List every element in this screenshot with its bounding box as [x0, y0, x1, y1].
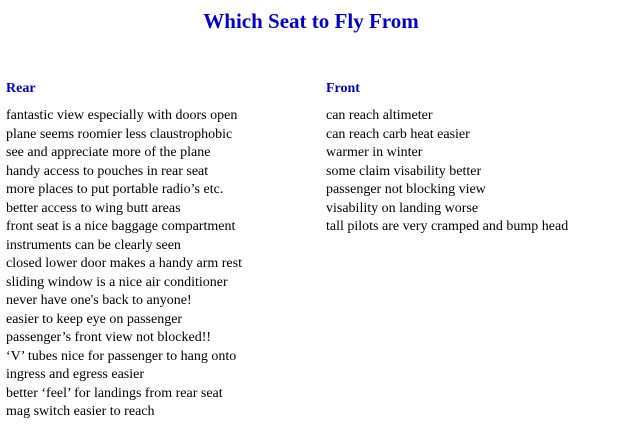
page-title: Which Seat to Fly From — [203, 9, 419, 33]
list-item: see and appreciate more of the plane — [6, 145, 211, 160]
list-item: never have one's back to anyone! — [6, 293, 192, 308]
list-item: plane seems roomier less claustrophobic — [6, 126, 233, 142]
list-item: ‘V’ tubes nice for passenger to hang onto — [6, 348, 237, 364]
list-item: ingress and egress easier — [6, 367, 145, 382]
front-list — [326, 107, 568, 237]
rear-column — [6, 81, 242, 422]
list-item: tall pilots are very cramped and bump head — [326, 219, 569, 234]
list-item: passenger not blocking view — [326, 182, 486, 197]
list-item: closed lower door makes a handy arm rest — [6, 256, 242, 271]
rear-heading: Rear — [6, 81, 36, 96]
list-item: mag switch easier to reach — [6, 404, 155, 419]
list-item: visability on landing worse — [326, 200, 479, 216]
list-item: some claim visability better — [326, 163, 482, 179]
list-item: easier to keep eye on passenger — [6, 311, 183, 327]
list-item: warmer in winter — [326, 145, 423, 160]
rear-list — [6, 107, 242, 422]
list-item: instruments can be clearly seen — [6, 237, 181, 253]
list-item: can reach altimeter — [326, 108, 433, 123]
list-item: more places to put portable radio’s etc. — [6, 182, 224, 197]
front-column — [326, 81, 568, 237]
list-item: sliding window is a nice air conditioner — [6, 274, 228, 290]
list-item: fantastic view especially with doors open — [6, 108, 238, 123]
list-item: better access to wing butt areas — [6, 200, 181, 216]
list-item: better ‘feel’ for landings from rear seat — [6, 385, 223, 401]
list-item: front seat is a nice baggage compartment — [6, 219, 236, 234]
front-heading: Front — [326, 81, 360, 96]
list-item: passenger’s front view not blocked!! — [6, 330, 212, 345]
list-item: handy access to pouches in rear seat — [6, 163, 209, 179]
list-item: can reach carb heat easier — [326, 126, 470, 142]
